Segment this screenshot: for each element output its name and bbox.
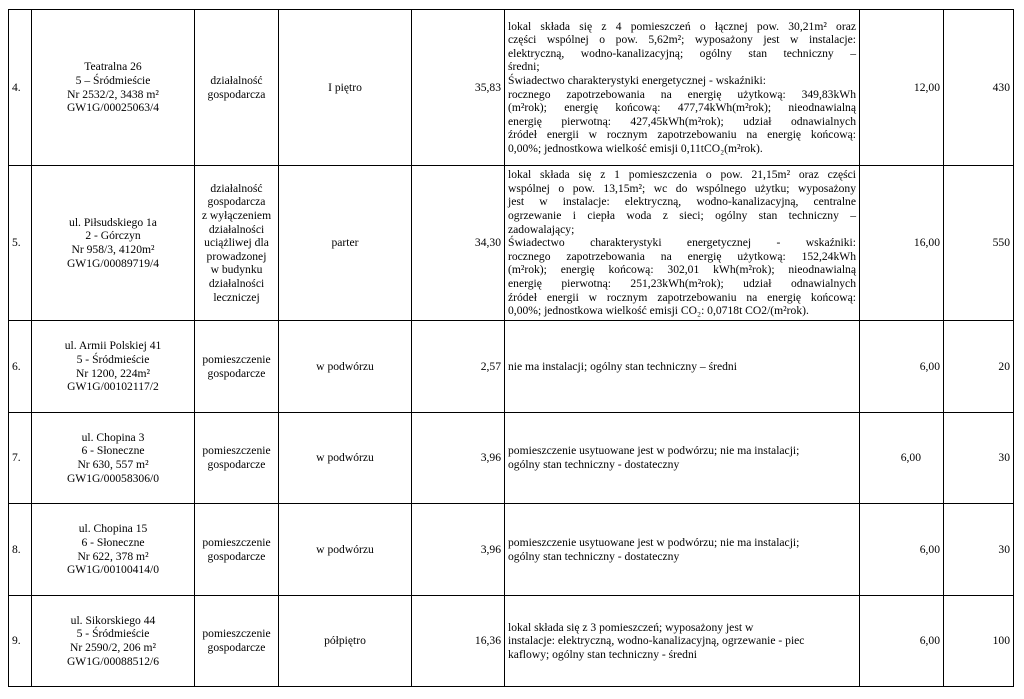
description-line: 0,00%; jednostkowa wielkość emisji 0,11tCO₂(m²rok). xyxy=(508,141,763,155)
purpose-cell xyxy=(195,10,279,166)
address-line: ul. Chopina 3 xyxy=(81,430,145,444)
rate-cell: 16,00 xyxy=(860,166,944,321)
purpose-line: działalność xyxy=(210,73,263,87)
row-number-cell: 6. xyxy=(9,321,32,413)
row-number-cell: 5. xyxy=(9,166,32,321)
fee-cell: 430 xyxy=(944,10,1014,166)
rate-cell: 6,00 xyxy=(860,596,944,687)
description-cell xyxy=(505,596,860,687)
address-line: 5 – Śródmieście xyxy=(75,73,151,87)
description-line: kaflowy; ogólny stan techniczny - średni xyxy=(508,647,697,661)
address-line: Nr 2590/2, 206 m² xyxy=(70,641,156,654)
purpose-line: pomieszczenie xyxy=(202,627,271,641)
purpose-line: gospodarcza xyxy=(207,87,266,101)
address-line: GW1G/00025063/4 xyxy=(66,101,160,115)
description-line: lokal składa się z 3 pomieszczeń; wyposażony jest w xyxy=(508,620,754,634)
fee-cell: 30 xyxy=(944,504,1014,596)
description-line: energię pierwotną: 427,45kWh(m²rok); udział odnawialnych xyxy=(508,114,856,128)
description-line: Świadectwo charakterystyki energetycznej - wskaźniki: xyxy=(508,236,856,250)
description-cell xyxy=(505,413,860,504)
address-line: 6 - Słoneczne xyxy=(81,535,145,549)
purpose-line: gospodarcze xyxy=(207,366,266,380)
purpose-line: uciążliwej dla xyxy=(204,236,269,250)
row-number-cell: 9. xyxy=(9,596,32,687)
address-cell xyxy=(32,166,195,321)
purpose-cell xyxy=(195,166,279,321)
description-line: rocznego zapotrzebowania na energię użytkową: 152,24kWh xyxy=(508,249,856,263)
purpose-line: działalności xyxy=(208,276,265,290)
purpose-line: działalność xyxy=(210,181,263,195)
description-line: 0,00%; jednostkowa wielkość emisji CO₂: 0,0718t CO2/(m²rok). xyxy=(508,304,809,318)
purpose-cell xyxy=(195,321,279,413)
address-line: Nr 1200, 224m² xyxy=(75,366,150,380)
description-line: źródeł energii w rocznym zapotrzebowaniu na energię końcową: xyxy=(508,128,856,142)
description-line: wspólnej o pow. 13,15m²; wc do wspólnego użytku; wyposażony xyxy=(508,181,856,195)
rate-cell: 6,00 xyxy=(860,413,944,504)
purpose-line: prowadzonej xyxy=(206,249,267,263)
description-line: źródeł energii w rocznym zapotrzebowaniu na energię końcową: xyxy=(508,290,856,304)
description-line: lokal składa się z 4 pomieszczeń o łącznej pow. 30,21m² oraz xyxy=(508,19,856,33)
floor-cell: półpiętro xyxy=(279,596,412,687)
address-line: Nr 958/3, 4120m² xyxy=(71,243,155,256)
address-line: Nr 2532/2, 3438 m² xyxy=(67,87,159,101)
address-line: GW1G/00100414/0 xyxy=(66,563,160,577)
purpose-cell xyxy=(195,596,279,687)
floor-cell: parter xyxy=(279,166,412,321)
description-line: lokal składa się z 1 pomieszczenia o pow. 21,15m² oraz części xyxy=(508,168,856,182)
table-row xyxy=(9,413,1014,504)
purpose-line: gospodarcze xyxy=(207,549,266,563)
description-line: części wspólnej o pow. 5,62m²; wyposażony jest w instalacje: xyxy=(508,33,856,47)
description-cell xyxy=(505,504,860,596)
purpose-line: pomieszczenie xyxy=(202,535,271,549)
address-line: GW1G/00088512/6 xyxy=(66,654,160,668)
address-cell xyxy=(32,321,195,413)
floor-cell: w podwórzu xyxy=(279,504,412,596)
address-cell xyxy=(32,10,195,166)
address-line: Nr 622, 378 m² xyxy=(77,549,149,563)
area-cell: 16,36 xyxy=(412,596,505,687)
rate-cell: 6,00 xyxy=(860,504,944,596)
table-row xyxy=(9,166,1014,321)
purpose-line: pomieszczenie xyxy=(202,444,271,458)
purpose-cell xyxy=(195,413,279,504)
table-row xyxy=(9,321,1014,413)
description-line: średni; xyxy=(508,60,540,74)
row-number-cell: 7. xyxy=(9,413,32,504)
area-cell: 3,96 xyxy=(412,413,505,504)
table-row xyxy=(9,504,1014,596)
purpose-line: leczniczej xyxy=(213,290,260,304)
address-line: 5 - Śródmieście xyxy=(76,627,150,641)
row-number-cell: 8. xyxy=(9,504,32,596)
address-line: 2 - Górczyn xyxy=(85,229,141,243)
description-line: ogólny stan techniczny - dostateczny xyxy=(508,549,680,563)
purpose-line: gospodarcze xyxy=(207,641,266,654)
fee-cell: 550 xyxy=(944,166,1014,321)
description-cell xyxy=(505,10,860,166)
description-line: nie ma instalacji; ogólny stan techniczny – średni xyxy=(508,359,737,373)
address-line: 6 - Słoneczne xyxy=(81,444,145,458)
area-cell: 35,83 xyxy=(412,10,505,166)
fee-cell: 20 xyxy=(944,321,1014,413)
fee-cell: 30 xyxy=(944,413,1014,504)
purpose-line: w budynku xyxy=(210,263,263,277)
floor-cell: I piętro xyxy=(279,10,412,166)
premises-table xyxy=(8,9,1014,687)
description-line: pomieszczenie usytuowane jest w podwórzu; nie ma instalacji; xyxy=(508,444,800,458)
area-cell: 3,96 xyxy=(412,504,505,596)
rate-cell: 6,00 xyxy=(860,321,944,413)
purpose-cell xyxy=(195,504,279,596)
purpose-line: pomieszczenie xyxy=(202,352,271,366)
description-line: (m²rok); energię końcową: 477,74kWh(m²rok); nieodnawialną xyxy=(508,101,856,115)
row-number-cell: 4. xyxy=(9,10,32,166)
description-line: (m²rok); energię końcową: 302,01 kWh(m²rok); nieodnawialną xyxy=(508,263,856,277)
address-line: GW1G/00058306/0 xyxy=(66,471,160,485)
address-line: Nr 630, 557 m² xyxy=(77,458,149,471)
description-cell xyxy=(505,321,860,413)
address-line: GW1G/00102117/2 xyxy=(67,380,159,394)
address-cell xyxy=(32,413,195,504)
description-line: ogrzewanie i ciepła woda z sieci; ogólny stan techniczny – xyxy=(508,209,856,223)
address-line: ul. Armii Polskiej 41 xyxy=(64,339,162,353)
description-line: elektryczną, wodno-kanalizacyjną; ogólny stan techniczny – xyxy=(508,46,856,60)
purpose-line: gospodarcze xyxy=(207,458,266,471)
address-cell xyxy=(32,504,195,596)
address-line: ul. Piłsudskiego 1a xyxy=(69,215,157,229)
address-line: 5 - Śródmieście xyxy=(76,352,150,366)
address-line: Teatralna 26 xyxy=(84,60,142,74)
floor-cell: w podwórzu xyxy=(279,413,412,504)
address-line: ul. Chopina 15 xyxy=(78,522,148,536)
description-line: zadowalający; xyxy=(508,222,575,236)
description-line: jest w instalacje: elektryczną, wodno-kanalizacyjną, centralne xyxy=(508,195,856,209)
table-row xyxy=(9,10,1014,166)
purpose-line: działalności xyxy=(208,222,265,236)
fee-cell: 100 xyxy=(944,596,1014,687)
table-row xyxy=(9,596,1014,687)
description-cell xyxy=(505,166,860,321)
description-line: ogólny stan techniczny - dostateczny xyxy=(508,458,680,471)
area-cell: 34,30 xyxy=(412,166,505,321)
purpose-line: gospodarcza xyxy=(207,195,266,209)
description-line: instalacje: elektryczną, wodno-kanalizacyjną, ogrzewanie - piec xyxy=(508,634,805,648)
address-cell xyxy=(32,596,195,687)
description-line: rocznego zapotrzebowania na energię użytkową: 349,83kWh xyxy=(508,87,856,101)
area-cell: 2,57 xyxy=(412,321,505,413)
description-line: energię pierwotną: 251,23kWh(m²rok); udział odnawialnych xyxy=(508,276,856,290)
description-line: Świadectwo charakterystyki energetycznej - wskaźniki: xyxy=(508,73,766,87)
address-line: ul. Sikorskiego 44 xyxy=(70,613,156,627)
address-line: GW1G/00089719/4 xyxy=(66,256,160,270)
description-line: pomieszczenie usytuowane jest w podwórzu; nie ma instalacji; xyxy=(508,535,800,549)
floor-cell: w podwórzu xyxy=(279,321,412,413)
purpose-line: z wyłączeniem xyxy=(201,209,272,223)
rate-cell: 12,00 xyxy=(860,10,944,166)
